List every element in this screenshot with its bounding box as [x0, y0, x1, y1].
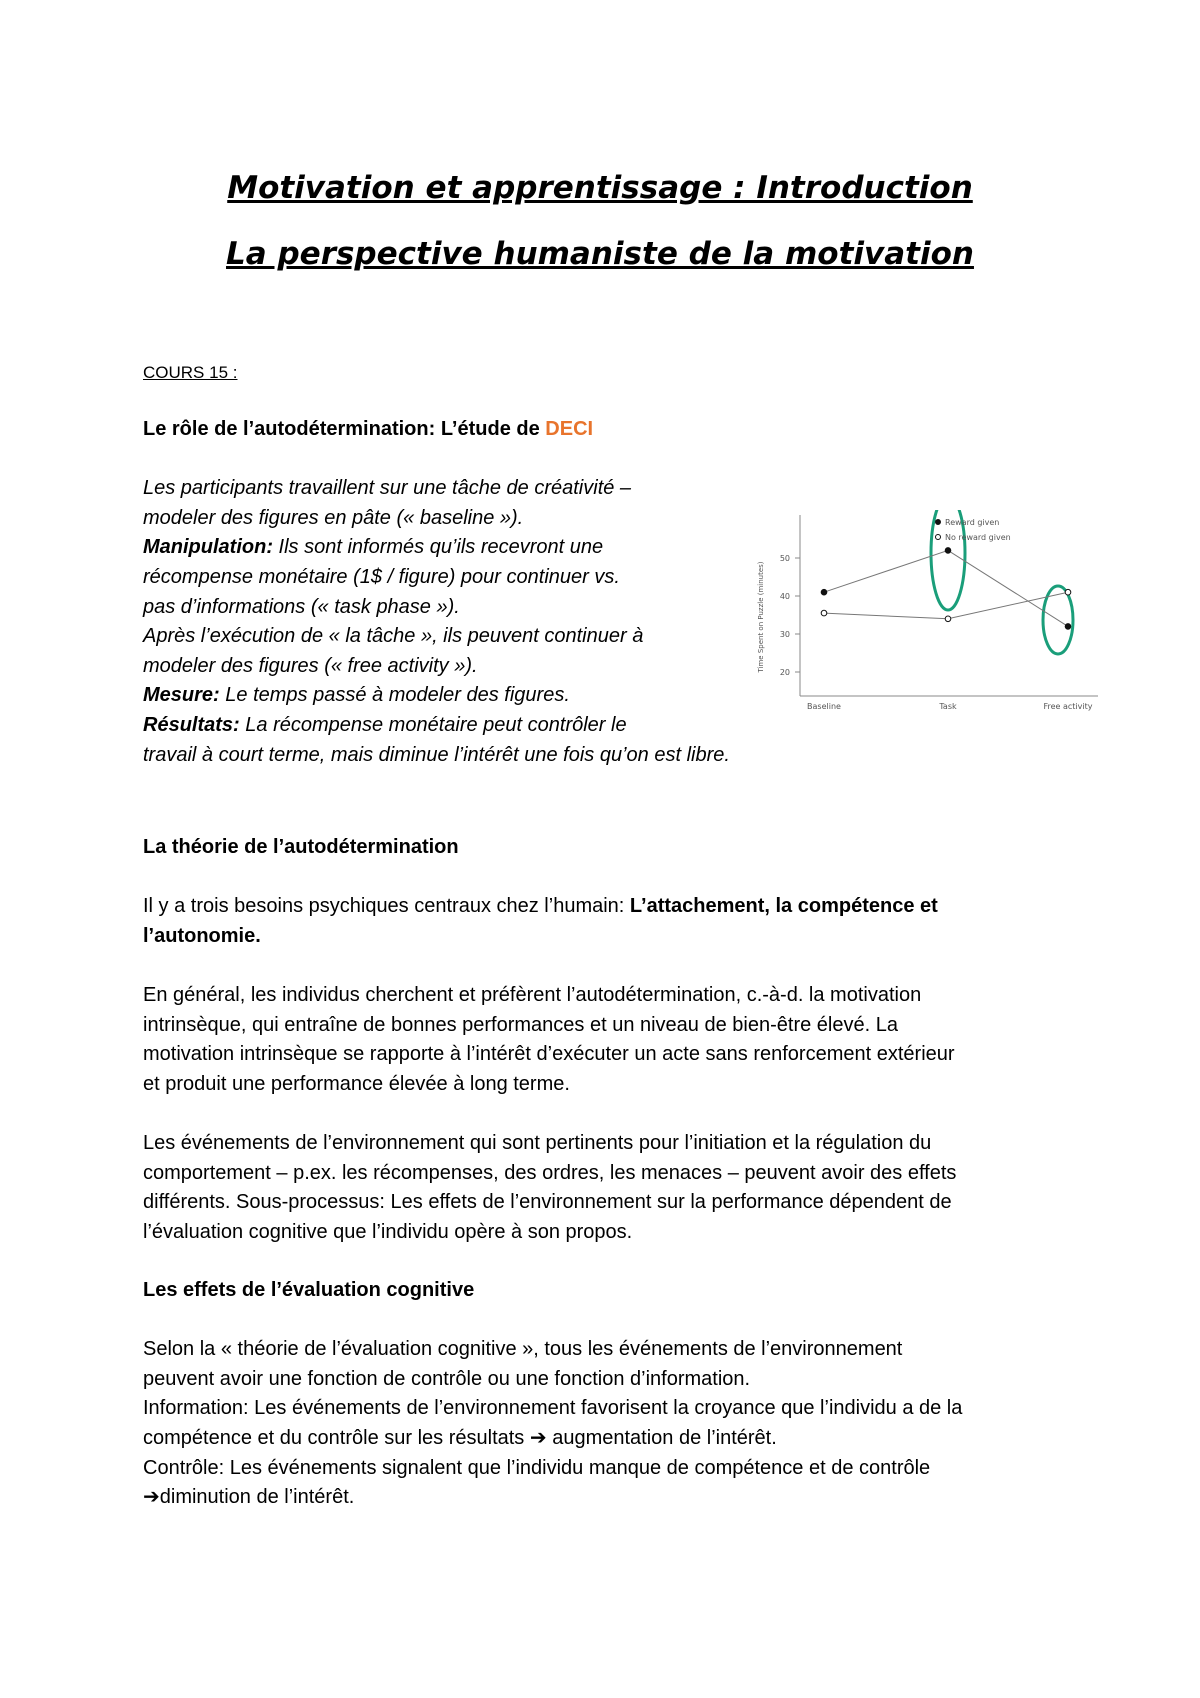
data-point-no-reward — [1065, 589, 1071, 595]
course-label: COURS 15 : — [143, 363, 238, 382]
section-heading-cognitive: Les effets de l’évaluation cognitive — [143, 1279, 475, 1301]
paragraph-line: comportement – p.ex. les récompenses, des ordres, les menaces – peuvent avoir des effets — [143, 1161, 957, 1184]
y-tick-label: 30 — [779, 630, 790, 639]
resultats-label: Résultats: — [143, 713, 240, 736]
paragraph-line: En général, les individus cherchent et préfèrent l’autodétermination, c.-à-d. la motivation — [143, 983, 922, 1006]
paragraph-line: Les événements de l’environnement qui sont pertinents pour l’initiation et la régulation du — [143, 1131, 932, 1154]
section-heading-theory: La théorie de l’autodétermination — [143, 836, 459, 858]
section-cognitive-evaluation — [143, 1276, 962, 1513]
arrow-right-icon: ➔ — [143, 1486, 160, 1509]
paragraph-line: peuvent avoir une fonction de contrôle ou une fonction d’information. — [143, 1367, 751, 1390]
paragraph-line: Contrôle: Les événements signalent que l’individu manque de compétence et de contrôle — [143, 1456, 931, 1479]
study-text-line: récompense monétaire (1$ / figure) pour continuer vs. — [143, 565, 620, 588]
paragraph-line: et produit une performance élevée à long terme. — [143, 1072, 570, 1095]
y-tick-label: 40 — [779, 592, 790, 601]
y-tick-label: 20 — [779, 668, 790, 677]
deci-results-chart — [748, 510, 1100, 720]
section-deci-study — [143, 415, 730, 770]
study-text-line: modeler des figures en pâte (« baseline »). — [143, 506, 524, 529]
study-text-line: modeler des figures (« free activity »). — [143, 654, 478, 677]
study-text-line: Résultats: La récompense monétaire peut contrôler le — [143, 713, 627, 736]
needs-bold: L’attachement, la compétence et — [629, 895, 938, 918]
paragraph-line: Information: Les événements de l’environnement favorisent la croyance que l’individu a de la — [143, 1397, 963, 1420]
data-point-no-reward — [945, 616, 951, 622]
study-text-line: Les participants travaillent sur une tâche de créativité – — [143, 477, 632, 500]
data-point-reward — [945, 548, 951, 554]
manipulation-label: Manipulation: — [143, 536, 273, 559]
legend-marker — [936, 535, 941, 540]
paragraph-line: compétence et du contrôle sur les résultats ➔ augmentation de l’intérêt. — [143, 1426, 777, 1449]
study-text-line: pas d’informations (« task phase »). — [143, 595, 460, 618]
legend-label: Reward given — [945, 518, 1000, 527]
mesure-label: Mesure: — [143, 684, 220, 707]
series-line-no-reward — [824, 592, 1068, 619]
deci-highlight: DECI — [545, 418, 594, 440]
legend-marker — [936, 520, 941, 525]
y-axis-label: Time Spent on Puzzle (minutes) — [757, 561, 765, 673]
paragraph-line: l’autonomie. — [143, 924, 261, 947]
data-point-reward — [1065, 624, 1071, 630]
study-text-line: travail à court terme, mais diminue l’intérêt une fois qu’on est libre. — [143, 743, 730, 766]
paragraph-line: Il y a trois besoins psychiques centraux chez l’humain: L’attachement, la compétence et — [143, 895, 938, 918]
arrow-right-icon: ➔ — [529, 1426, 547, 1449]
study-text-line: Manipulation: Ils sont informés qu’ils recevront une — [143, 536, 604, 559]
study-text-line: Après l’exécution de « la tâche », ils peuvent continuer à — [143, 625, 644, 648]
y-tick-label: 50 — [779, 554, 790, 563]
data-point-no-reward — [821, 610, 827, 616]
document-title: Motivation et apprentissage : Introduction — [227, 170, 973, 206]
section-self-determination — [143, 833, 956, 1247]
data-point-reward — [821, 589, 827, 595]
legend-label: No reward given — [945, 533, 1011, 542]
x-tick-label: Task — [939, 702, 957, 711]
paragraph-line: intrinsèque, qui entraîne de bonnes performances et un niveau de bien-être élevé. La — [143, 1013, 898, 1036]
study-text-line: Mesure: Le temps passé à modeler des figures. — [143, 684, 570, 707]
paragraph-line: l’évaluation cognitive que l’individu opère à son propos. — [143, 1220, 633, 1243]
paragraph-line: différents. Sous-processus: Les effets de l’environnement sur la performance dépendent de — [143, 1191, 952, 1214]
paragraph-line: ➔diminution de l’intérêt. — [143, 1486, 355, 1509]
document-subtitle: La perspective humaniste de la motivation — [226, 236, 974, 272]
section-heading-deci: Le rôle de l’autodétermination: L’étude de DECI — [143, 418, 594, 440]
paragraph-line: motivation intrinsèque se rapporte à l’intérêt d’exécuter un acte sans renforcement extérieur — [143, 1043, 955, 1066]
x-tick-label: Baseline — [807, 702, 841, 711]
x-tick-label: Free activity — [1043, 702, 1093, 711]
paragraph-line: Selon la « théorie de l’évaluation cognitive », tous les événements de l’environnement — [143, 1338, 903, 1361]
